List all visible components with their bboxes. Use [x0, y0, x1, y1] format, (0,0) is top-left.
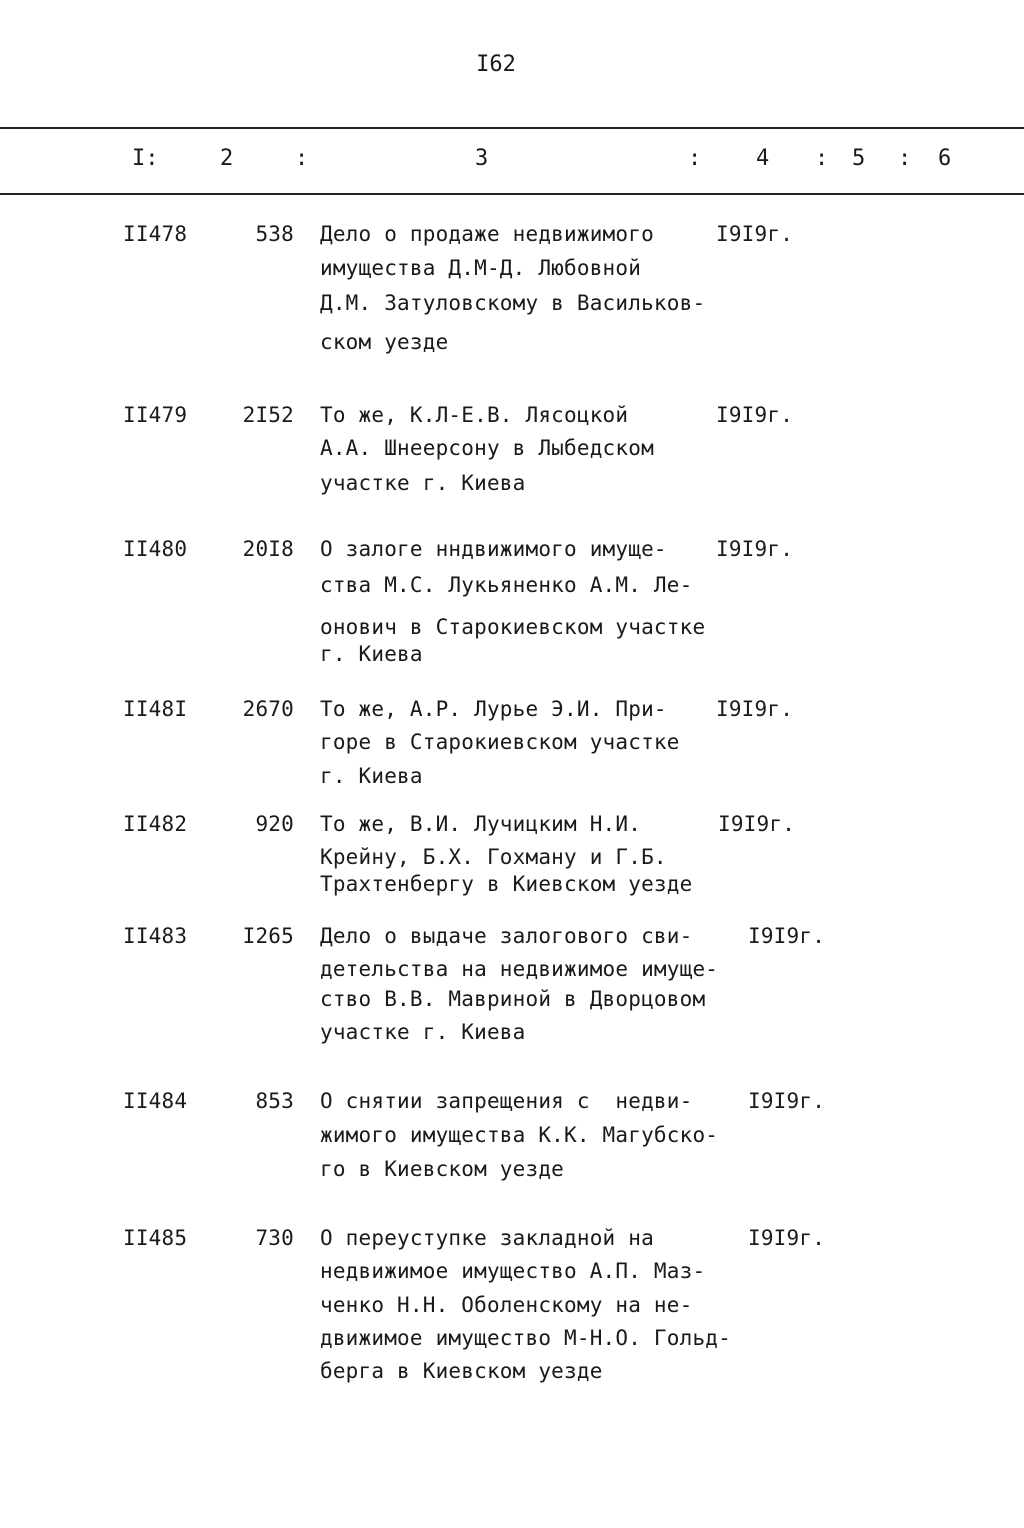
column-separator: :: [688, 146, 702, 171]
description-line: жимого имущества К.К. Магубско-: [320, 1123, 719, 1147]
description-line: недвижимое имущество А.П. Маз-: [320, 1259, 706, 1283]
description-line: ства М.С. Лукьяненко А.М. Ле-: [320, 573, 693, 597]
description-line: го в Киевском уезде: [320, 1157, 565, 1181]
description-line: горе в Старокиевском участке: [320, 730, 680, 754]
column-header-3: 3: [475, 146, 489, 171]
record-number: II478: [123, 222, 188, 246]
description-line: То же, В.И. Лучицким Н.И.: [320, 812, 642, 836]
description-line: То же, К.Л-Е.В. Лясоцкой: [320, 403, 629, 427]
description-line: О снятии запрещения с недви-: [320, 1089, 693, 1113]
record-year: I9I9г.: [748, 924, 826, 948]
column-separator: :: [295, 146, 309, 171]
description-line: движимое имущество М-Н.О. Гольд-: [320, 1326, 731, 1350]
record-year: I9I9г.: [716, 403, 794, 427]
column-header-7: 5: [852, 146, 866, 171]
file-number: 920: [255, 812, 294, 836]
record-number: II485: [123, 1226, 188, 1250]
record-number: II482: [123, 812, 188, 836]
record-year: I9I9г.: [716, 697, 794, 721]
record-year: I9I9г.: [716, 222, 794, 246]
description-line: Дело о выдаче залогового сви-: [320, 924, 693, 948]
record-number: II484: [123, 1089, 188, 1113]
description-line: Крейну, Б.Х. Гохману и Г.Б.: [320, 845, 667, 869]
file-number: 853: [255, 1089, 294, 1113]
record-year: I9I9г.: [748, 1226, 826, 1250]
file-number: 730: [255, 1226, 294, 1250]
file-number: 2I52: [242, 403, 294, 427]
description-line: г. Киева: [320, 764, 423, 788]
description-line: Трахтенбергу в Киевском уезде: [320, 872, 693, 896]
description-line: О залоге нндвижимого имуще-: [320, 537, 667, 561]
record-year: I9I9г.: [718, 812, 796, 836]
file-number: I265: [242, 924, 294, 948]
record-number: II479: [123, 403, 188, 427]
column-separator: :: [815, 146, 829, 171]
record-number: II483: [123, 924, 188, 948]
description-line: участке г. Киева: [320, 471, 526, 495]
description-line: Дело о продаже недвижимого: [320, 222, 654, 246]
description-line: участке г. Киева: [320, 1020, 526, 1044]
record-number: II480: [123, 537, 188, 561]
column-header-1: 2: [220, 146, 234, 171]
description-line: детельства на недвижимое имуще-: [320, 957, 719, 981]
description-line: ство В.В. Мавриной в Дворцовом: [320, 987, 706, 1011]
description-line: берга в Киевском уезде: [320, 1359, 603, 1383]
description-line: То же, А.Р. Лурье Э.И. При-: [320, 697, 667, 721]
file-number: 538: [255, 222, 294, 246]
description-line: онович в Старокиевском участке: [320, 615, 706, 639]
record-year: I9I9г.: [716, 537, 794, 561]
column-header-5: 4: [756, 146, 770, 171]
description-line: ченко Н.Н. Оболенскому на не-: [320, 1293, 693, 1317]
column-header-9: 6: [938, 146, 952, 171]
description-line: ском уезде: [320, 330, 449, 354]
column-header-0: I:: [132, 146, 159, 171]
description-line: А.А. Шнеерсону в Лыбедском: [320, 436, 654, 460]
file-number: 2670: [242, 697, 294, 721]
table-header-top-rule: [0, 127, 1024, 129]
record-number: II48I: [123, 697, 188, 721]
table-header-bottom-rule: [0, 193, 1024, 195]
description-line: г. Киева: [320, 642, 423, 666]
description-line: О переуступке закладной на: [320, 1226, 654, 1250]
description-line: Д.М. Затуловскому в Васильков-: [320, 291, 706, 315]
file-number: 20I8: [242, 537, 294, 561]
description-line: имущества Д.М-Д. Любовной: [320, 256, 642, 280]
column-separator: :: [898, 146, 912, 171]
page-number: I62: [476, 52, 516, 77]
record-year: I9I9г.: [748, 1089, 826, 1113]
